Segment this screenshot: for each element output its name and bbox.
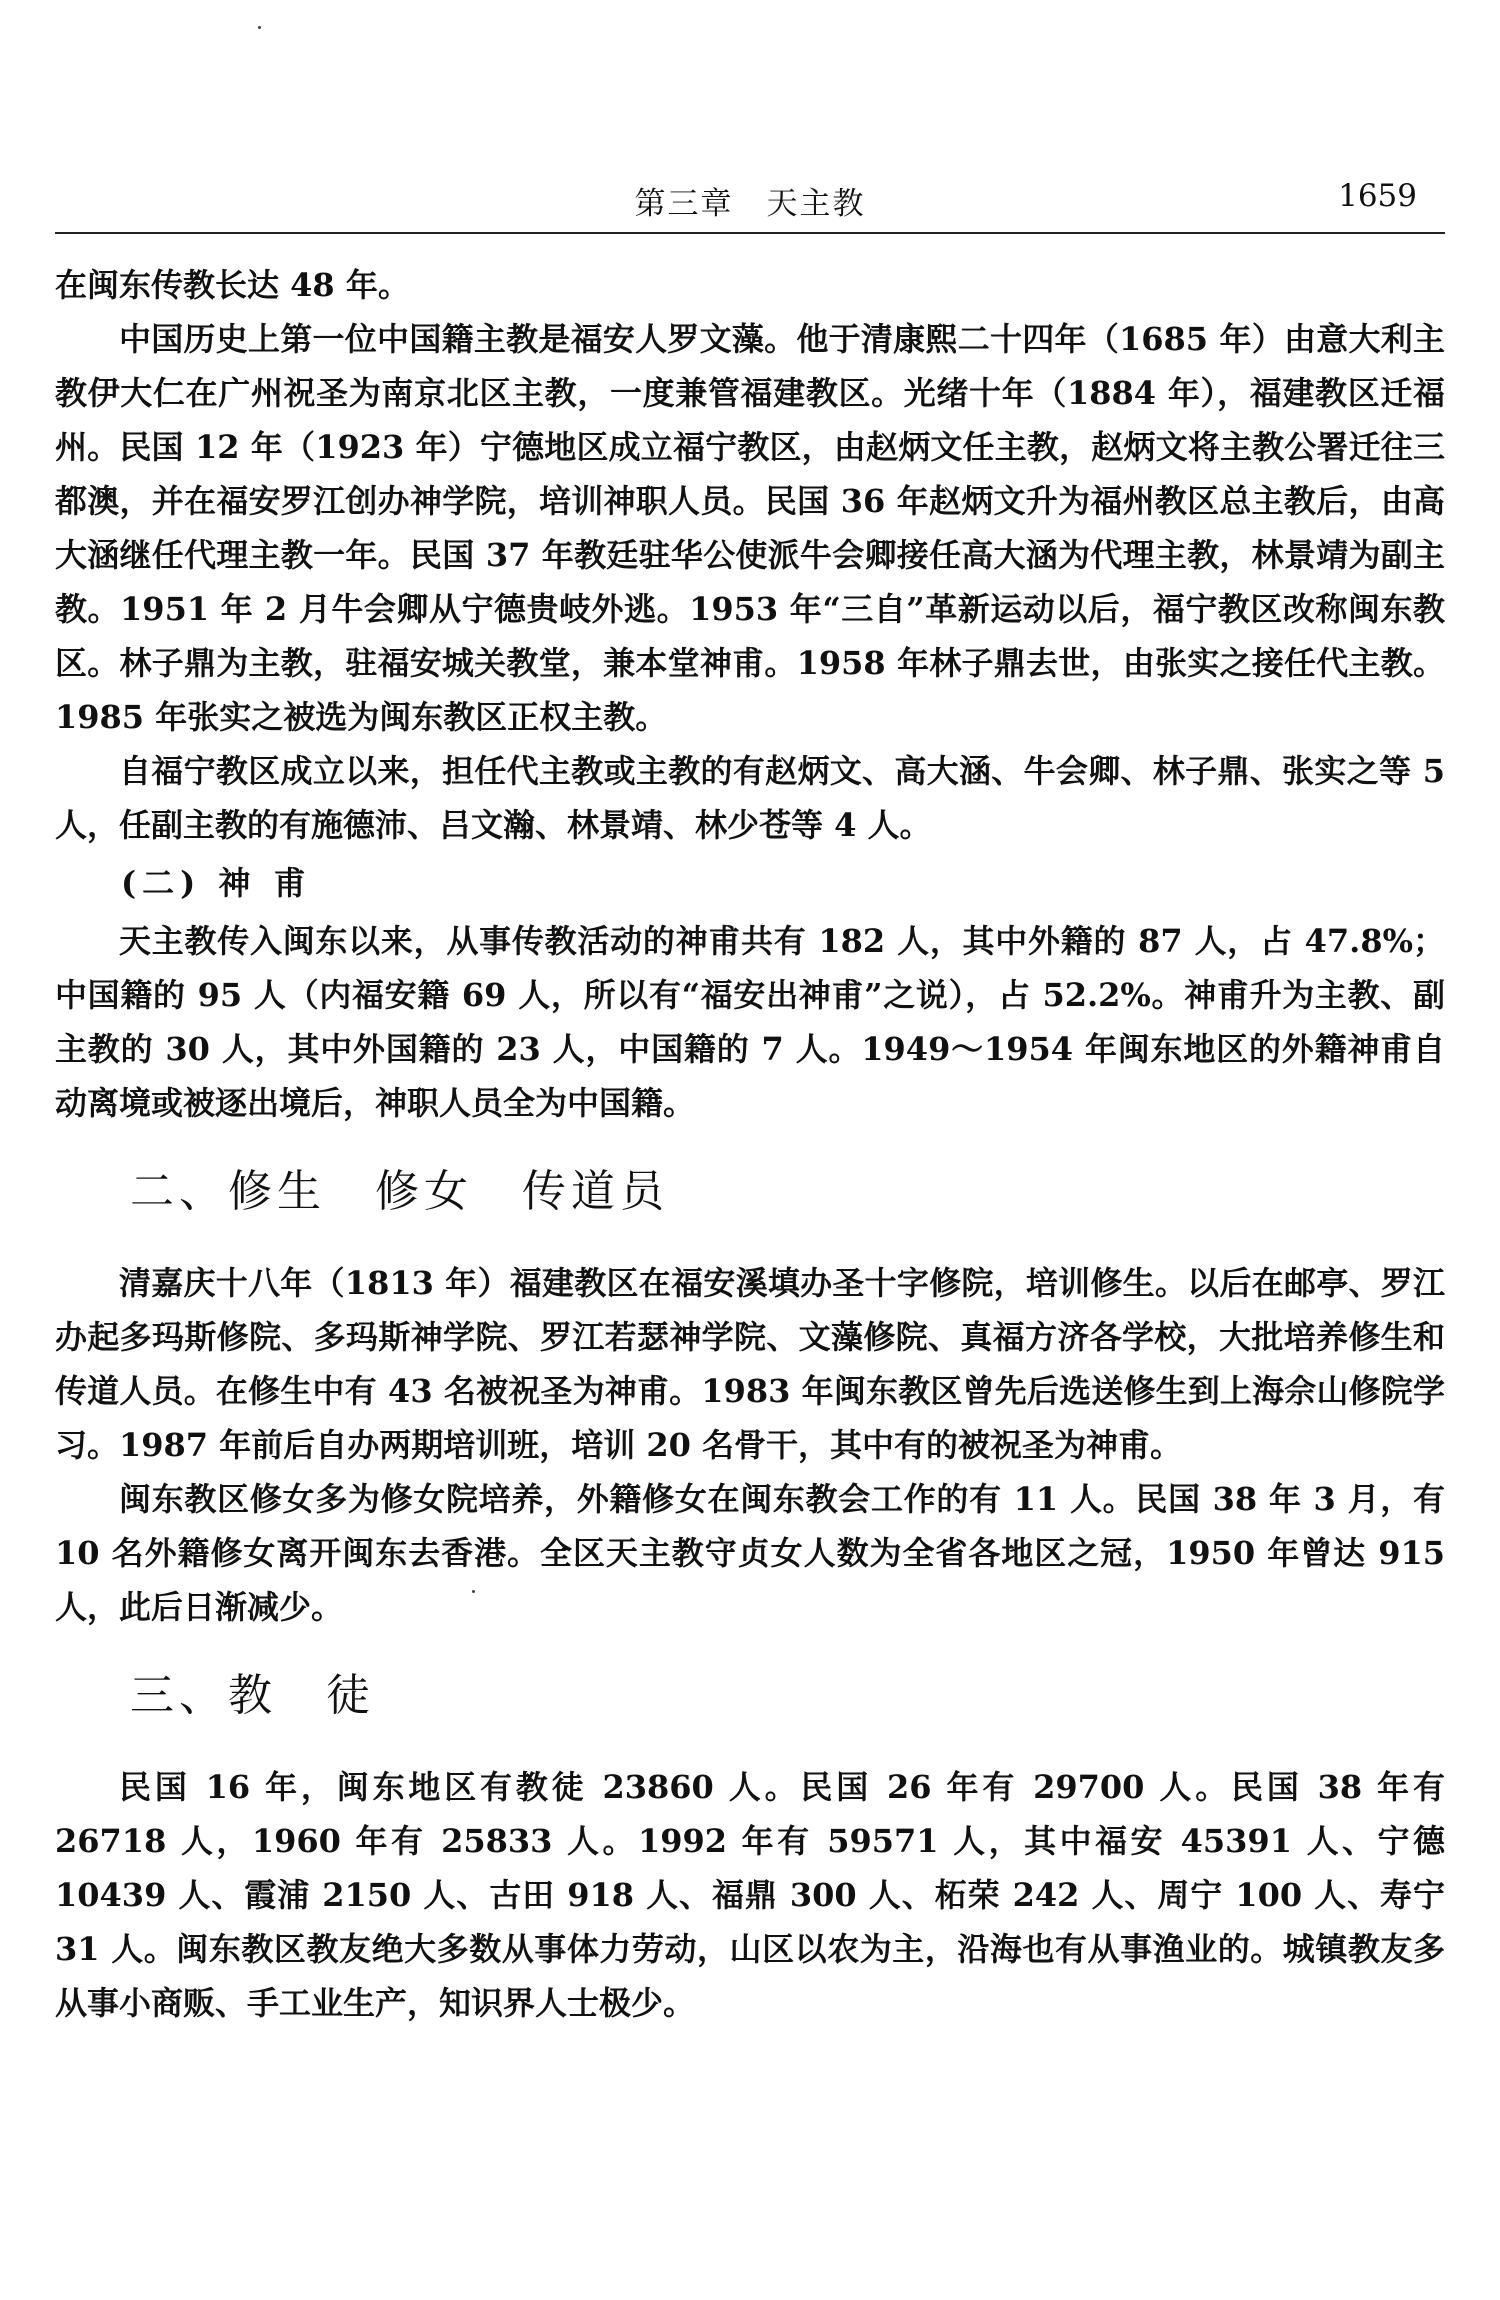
- chapter-title: 第三章 天主教: [634, 186, 866, 222]
- paragraph: 自福宁教区成立以来，担任代主教或主教的有赵炳文、高大涵、牛会卿、林子鼎、张实之等 5 人，任副主教的有施德沛、吕文瀚、林景靖、林少苍等 4 人。: [55, 752, 1445, 844]
- section-heading: 二、修生 修女 传道员: [130, 1166, 669, 1217]
- page-number: 1659: [1338, 178, 1417, 214]
- scan-speck: [258, 26, 261, 29]
- running-header: [55, 170, 1445, 234]
- paragraph: 中国历史上第一位中国籍主教是福安人罗文藻。他于清康熙二十四年（1685 年）由意大利主教伊大仁在广州祝圣为南京北区主教，一度兼管福建教区。光绪十年（1884 年），福建教区迁福州。民国 12 年（1923 年）宁德地区成立福宁教区，由赵炳文任主教，赵炳文将主教公署迁往三都澳，并在福安罗江创办神学院，培训神职人员。民国 36 年赵炳文升为福州教区总主教后，由高大涵继任代理主教一年。民国 37 年教廷驻华公使派牛会卿接任高大涵为代理主教，林景靖为副主教。1951 年 2 月牛会卿从宁德贵岐外逃。1953 年“三自”革新运动以后，福宁教区改称闽东教区。林子鼎为主教，驻福安城关教堂，兼本堂神甫。1958 年林子鼎去世，由张实之接任代主教。1985 年张实之被选为闽东教区正权主教。: [55, 320, 1445, 736]
- paragraph: 天主教传入闽东以来，从事传教活动的神甫共有 182 人，其中外籍的 87 人，占 47.8%；中国籍的 95 人（内福安籍 69 人，所以有“福安出神甫”之说），占 52.2%。神甫升为主教、副主教的 30 人，其中外国籍的 23 人，中国籍的 7 人。1949～1954 年闽东地区的外籍神甫自动离境或被逐出境后，神职人员全为中国籍。: [55, 922, 1445, 1122]
- page-body: [55, 258, 1445, 2030]
- section-heading: 三、教 徒: [130, 1670, 375, 1721]
- paragraph: 清嘉庆十八年（1813 年）福建教区在福安溪填办圣十字修院，培训修生。以后在邮亭、罗江办起多玛斯修院、多玛斯神学院、罗江若瑟神学院、文藻修院、真福方济各学校，大批培养修生和传道人员。在修生中有 43 名被祝圣为神甫。1983 年闽东教区曾先后选送修生到上海佘山修院学习。1987 年前后自办两期培训班，培训 20 名骨干，其中有的被祝圣为神甫。: [55, 1264, 1445, 1464]
- paragraph: 在闽东传教长达 48 年。: [55, 266, 410, 304]
- paragraph: 民国 16 年，闽东地区有教徒 23860 人。民国 26 年有 29700 人。民国 38 年有 26718 人，1960 年有 25833 人。1992 年有 59571 人，其中福安 45391 人、宁德 10439 人、霞浦 2150 人、古田 918 人、福鼎 300 人、柘荣 242 人、周宁 100 人、寿宁 31 人。闽东教区教友绝大多数从事体力劳动，山区以农为主，沿海也有从事渔业的。城镇教友多从事小商贩、手工业生产，知识界人士极少。: [55, 1768, 1445, 2022]
- subsection-heading: (二) 神 甫: [121, 864, 312, 902]
- paragraph: 闽东教区修女多为修女院培养，外籍修女在闽东教会工作的有 11 人。民国 38 年 3 月，有 10 名外籍修女离开闽东去香港。全区天主教守贞女人数为全省各地区之冠，1950 年曾达 915 人，此后日渐减少。: [55, 1480, 1445, 1626]
